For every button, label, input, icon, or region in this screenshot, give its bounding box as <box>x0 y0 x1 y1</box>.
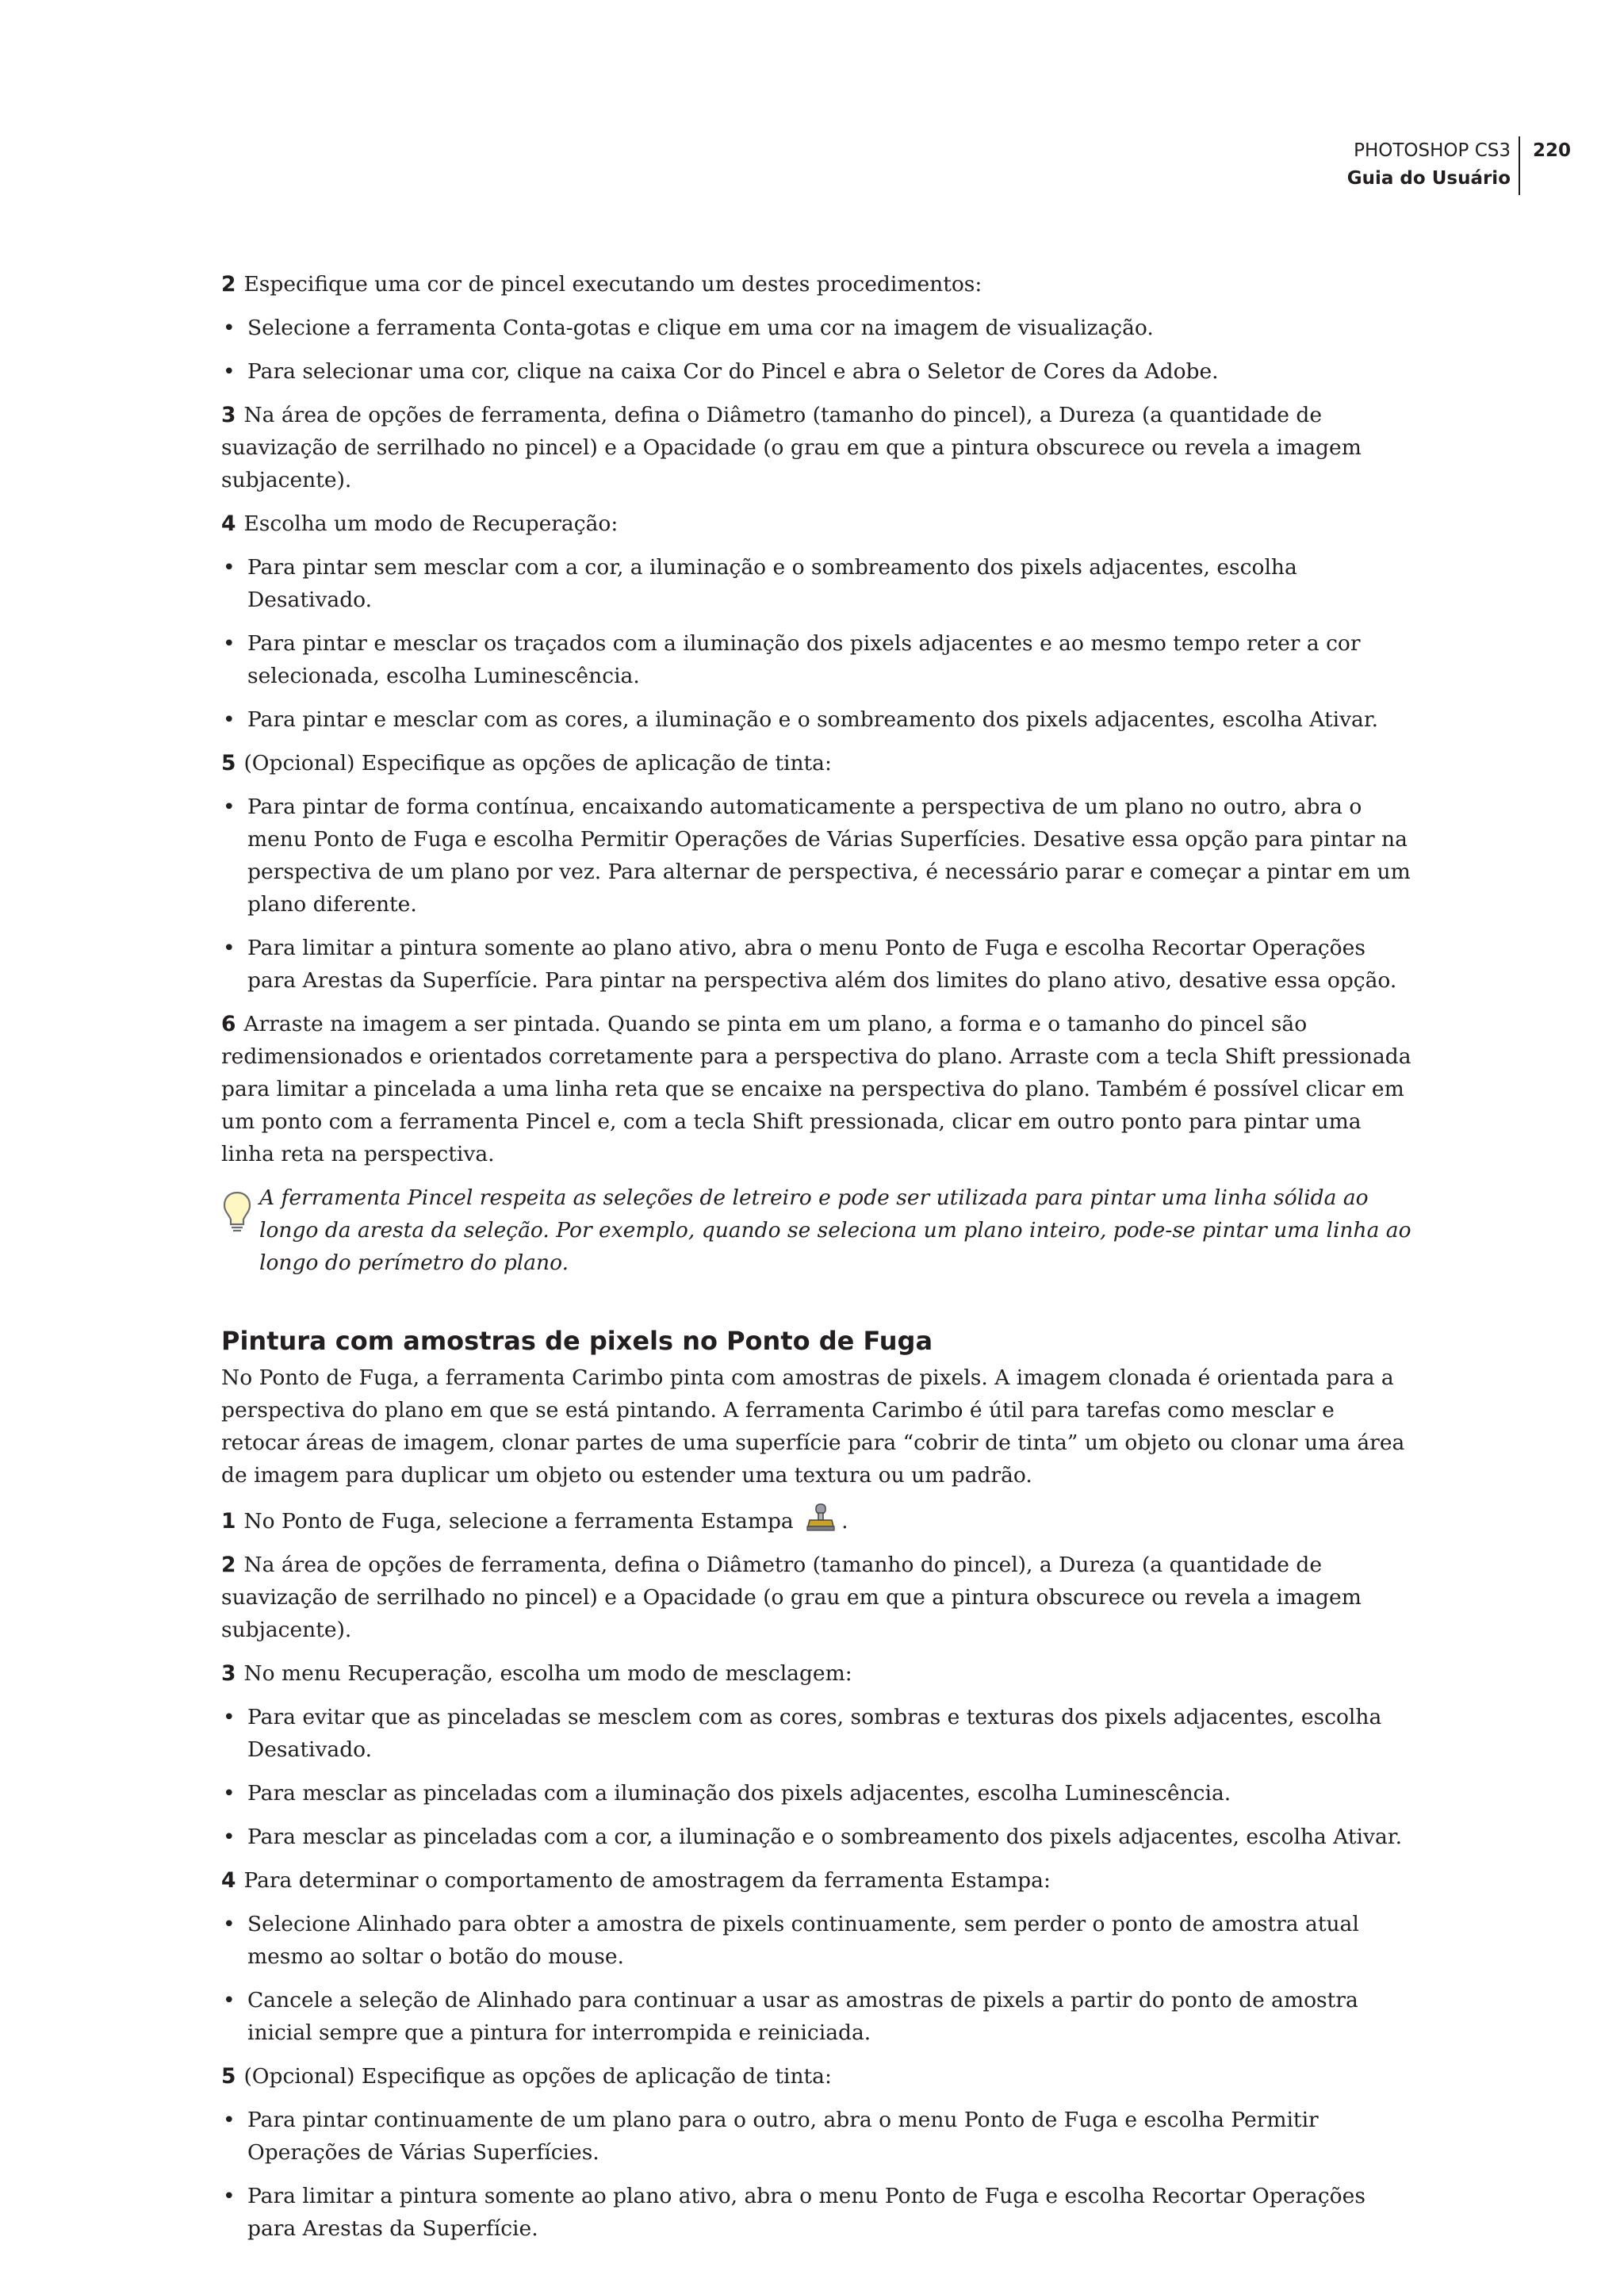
bullet-text: Selecione a ferramenta Conta-gotas e clique em uma cor na imagem de visualização. <box>247 316 1154 340</box>
intro-paragraph: No Ponto de Fuga, a ferramenta Carimbo pinta com amostras de pixels. A imagem clonada é orientada para a perspectiva do plano em que se está pintando. A ferramenta Carimbo é útil para tarefas como mesclar e retocar áreas de imagem, clonar partes de uma superfície para “cobrir de tinta” um objeto ou clonar uma área de imagem para duplicar um objeto ou estender uma textura ou um padrão. <box>221 1365 1405 1488</box>
product-name: PHOTOSHOP CS3 <box>1354 140 1511 161</box>
step-3 <box>221 399 1419 496</box>
tip-note <box>221 1181 1419 1279</box>
bullet-text: Cancele a seleção de Alinhado para continuar a usar as amostras de pixels a partir do ponto de amostra inicial sempre que a pintura for interrompida e reiniciada. <box>247 1988 1358 2045</box>
step-3 <box>221 1657 1419 1690</box>
bullet-marker: • <box>223 1705 236 1729</box>
step-4 <box>221 1864 1419 1897</box>
step-number: 2 <box>221 1553 236 1577</box>
list-item <box>221 2104 1419 2169</box>
step-6 <box>221 1008 1419 1170</box>
list-item <box>221 2180 1419 2245</box>
step-4 <box>221 507 1419 540</box>
bullet-marker: • <box>223 555 236 580</box>
bullet-marker: • <box>223 1988 236 2013</box>
step-number: 1 <box>221 1509 236 1534</box>
lightbulb-icon <box>221 1189 253 1237</box>
list-item <box>221 355 1419 388</box>
bullet-marker: • <box>223 1825 236 1849</box>
tip-text: A ferramenta Pincel respeita as seleções de letreiro e pode ser utilizada para pintar uma linha sólida ao longo da aresta da seleção. Por exemplo, quando se seleciona um plano inteiro, pode-se pintar uma linha ao longo do perímetro do plano. <box>259 1185 1411 1275</box>
step-suffix: . <box>841 1509 848 1534</box>
step-text: Arraste na imagem a ser pintada. Quando se pinta em um plano, a forma e o tamanho do pincel são redimensionados e orientados corretamente para a perspectiva do plano. Arraste com a tecla Shift pressionada para limitar a pincelada a uma linha reta que se encaixe na perspectiva do plano. Também é possível clicar em um ponto com a ferramenta Pincel e, com a tecla Shift pressionada, clicar em outro ponto para pintar uma linha reta na perspectiva. <box>221 1012 1411 1166</box>
list-item <box>221 1908 1419 1973</box>
step-text: Especifique uma cor de pincel executando um destes procedimentos: <box>243 272 982 297</box>
step-number: 5 <box>221 751 236 776</box>
list-item <box>221 1984 1419 2049</box>
bullet-marker: • <box>223 936 236 960</box>
step-number: 4 <box>221 511 236 536</box>
list-item <box>221 1701 1419 1766</box>
bullet-text: Para mesclar as pinceladas com a cor, a iluminação e o sombreamento dos pixels adjacentes, escolha Ativar. <box>247 1825 1402 1849</box>
page-content <box>221 268 1419 2256</box>
bullet-marker: • <box>223 795 236 819</box>
bullet-text: Para mesclar as pinceladas com a iluminação dos pixels adjacentes, escolha Luminescência. <box>247 1781 1231 1806</box>
step-text: Escolha um modo de Recuperação: <box>243 511 619 536</box>
list-item <box>221 312 1419 344</box>
list-item <box>221 1777 1419 1810</box>
bullet-text: Para pintar continuamente de um plano para o outro, abra o menu Ponto de Fuga e escolha Permitir Operações de Várias Superfícies. <box>247 2108 1319 2165</box>
header-divider <box>1519 136 1520 195</box>
step-text: Na área de opções de ferramenta, defina o Diâmetro (tamanho do pincel), a Dureza (a quantidade de suavização de serrilhado no pincel) e a Opacidade (o grau em que a pintura obscurece ou revela a imagem subjacente). <box>221 403 1362 492</box>
bullet-text: Selecione Alinhado para obter a amostra de pixels continuamente, sem perder o ponto de amostra atual mesmo ao soltar o botão do mouse. <box>247 1912 1359 1969</box>
step-2 <box>221 268 1419 301</box>
step-number: 5 <box>221 2064 236 2089</box>
step-number: 3 <box>221 403 236 427</box>
section-heading: Pintura com amostras de pixels no Ponto de Fuga <box>221 1326 933 1356</box>
list-item <box>221 1821 1419 1853</box>
bullet-text: Para limitar a pintura somente ao plano ativo, abra o menu Ponto de Fuga e escolha Recortar Operações para Arestas da Superfície. <box>247 2184 1365 2241</box>
step-number: 3 <box>221 1661 236 1686</box>
instructions-bottom <box>221 1549 1419 2245</box>
bullet-marker: • <box>223 631 236 656</box>
list-item <box>221 627 1419 692</box>
bullet-marker: • <box>223 316 236 340</box>
bullet-text: Para pintar de forma contínua, encaixando automaticamente a perspectiva de um plano no outro, abra o menu Ponto de Fuga e escolha Permitir Operações de Várias Superfícies. Desative essa opção para pintar na perspectiva de um plano por vez. Para alternar de perspectiva, é necessário parar e começar a pintar em um plano diferente. <box>247 795 1411 917</box>
bullet-text: Para pintar e mesclar com as cores, a iluminação e o sombreamento dos pixels adjacentes, escolha Ativar. <box>247 707 1379 732</box>
step-text: No menu Recuperação, escolha um modo de mesclagem: <box>243 1661 852 1686</box>
bullet-marker: • <box>223 707 236 732</box>
step-number: 6 <box>221 1012 236 1036</box>
step-5 <box>221 2060 1419 2093</box>
step-text: Para determinar o comportamento de amostragem da ferramenta Estampa: <box>243 1868 1051 1893</box>
list-item <box>221 791 1419 921</box>
instructions-top <box>221 268 1419 1170</box>
list-item <box>221 932 1419 997</box>
step-number: 2 <box>221 272 236 297</box>
step-2 <box>221 1549 1419 1646</box>
bullet-text: Para evitar que as pinceladas se mesclem com as cores, sombras e texturas dos pixels adjacentes, escolha Desativado. <box>247 1705 1382 1762</box>
page-header <box>1219 136 1571 195</box>
step-1 <box>221 1503 1419 1538</box>
stamp-tool-icon <box>803 1503 838 1533</box>
list-item <box>221 551 1419 616</box>
page-number: 220 <box>1532 140 1571 161</box>
bullet-marker: • <box>223 1781 236 1806</box>
step-text: (Opcional) Especifique as opções de aplicação de tinta: <box>243 751 832 776</box>
bullet-marker: • <box>223 359 236 384</box>
bullet-text: Para limitar a pintura somente ao plano ativo, abra o menu Ponto de Fuga e escolha Recortar Operações para Arestas da Superfície. Para pintar na perspectiva além dos limites do plano ativo, desative essa opção. <box>247 936 1397 993</box>
step-text: No Ponto de Fuga, selecione a ferramenta Estampa <box>243 1509 794 1534</box>
bullet-marker: • <box>223 1912 236 1936</box>
step-text: (Opcional) Especifique as opções de aplicação de tinta: <box>243 2064 832 2089</box>
list-item <box>221 703 1419 736</box>
bullet-text: Para pintar e mesclar os traçados com a iluminação dos pixels adjacentes e ao mesmo tempo reter a cor selecionada, escolha Luminescência. <box>247 631 1361 688</box>
bullet-marker: • <box>223 2184 236 2208</box>
step-text: Na área de opções de ferramenta, defina o Diâmetro (tamanho do pincel), a Dureza (a quantidade de suavização de serrilhado no pincel) e a Opacidade (o grau em que a pintura obscurece ou revela a imagem subjacente). <box>221 1553 1362 1642</box>
step-5 <box>221 747 1419 779</box>
guide-name: Guia do Usuário <box>1346 168 1511 189</box>
bullet-text: Para pintar sem mesclar com a cor, a iluminação e o sombreamento dos pixels adjacentes, escolha Desativado. <box>247 555 1297 612</box>
bullet-marker: • <box>223 2108 236 2132</box>
step-number: 4 <box>221 1868 236 1893</box>
bullet-text: Para selecionar uma cor, clique na caixa Cor do Pincel e abra o Seletor de Cores da Adobe. <box>247 359 1219 384</box>
